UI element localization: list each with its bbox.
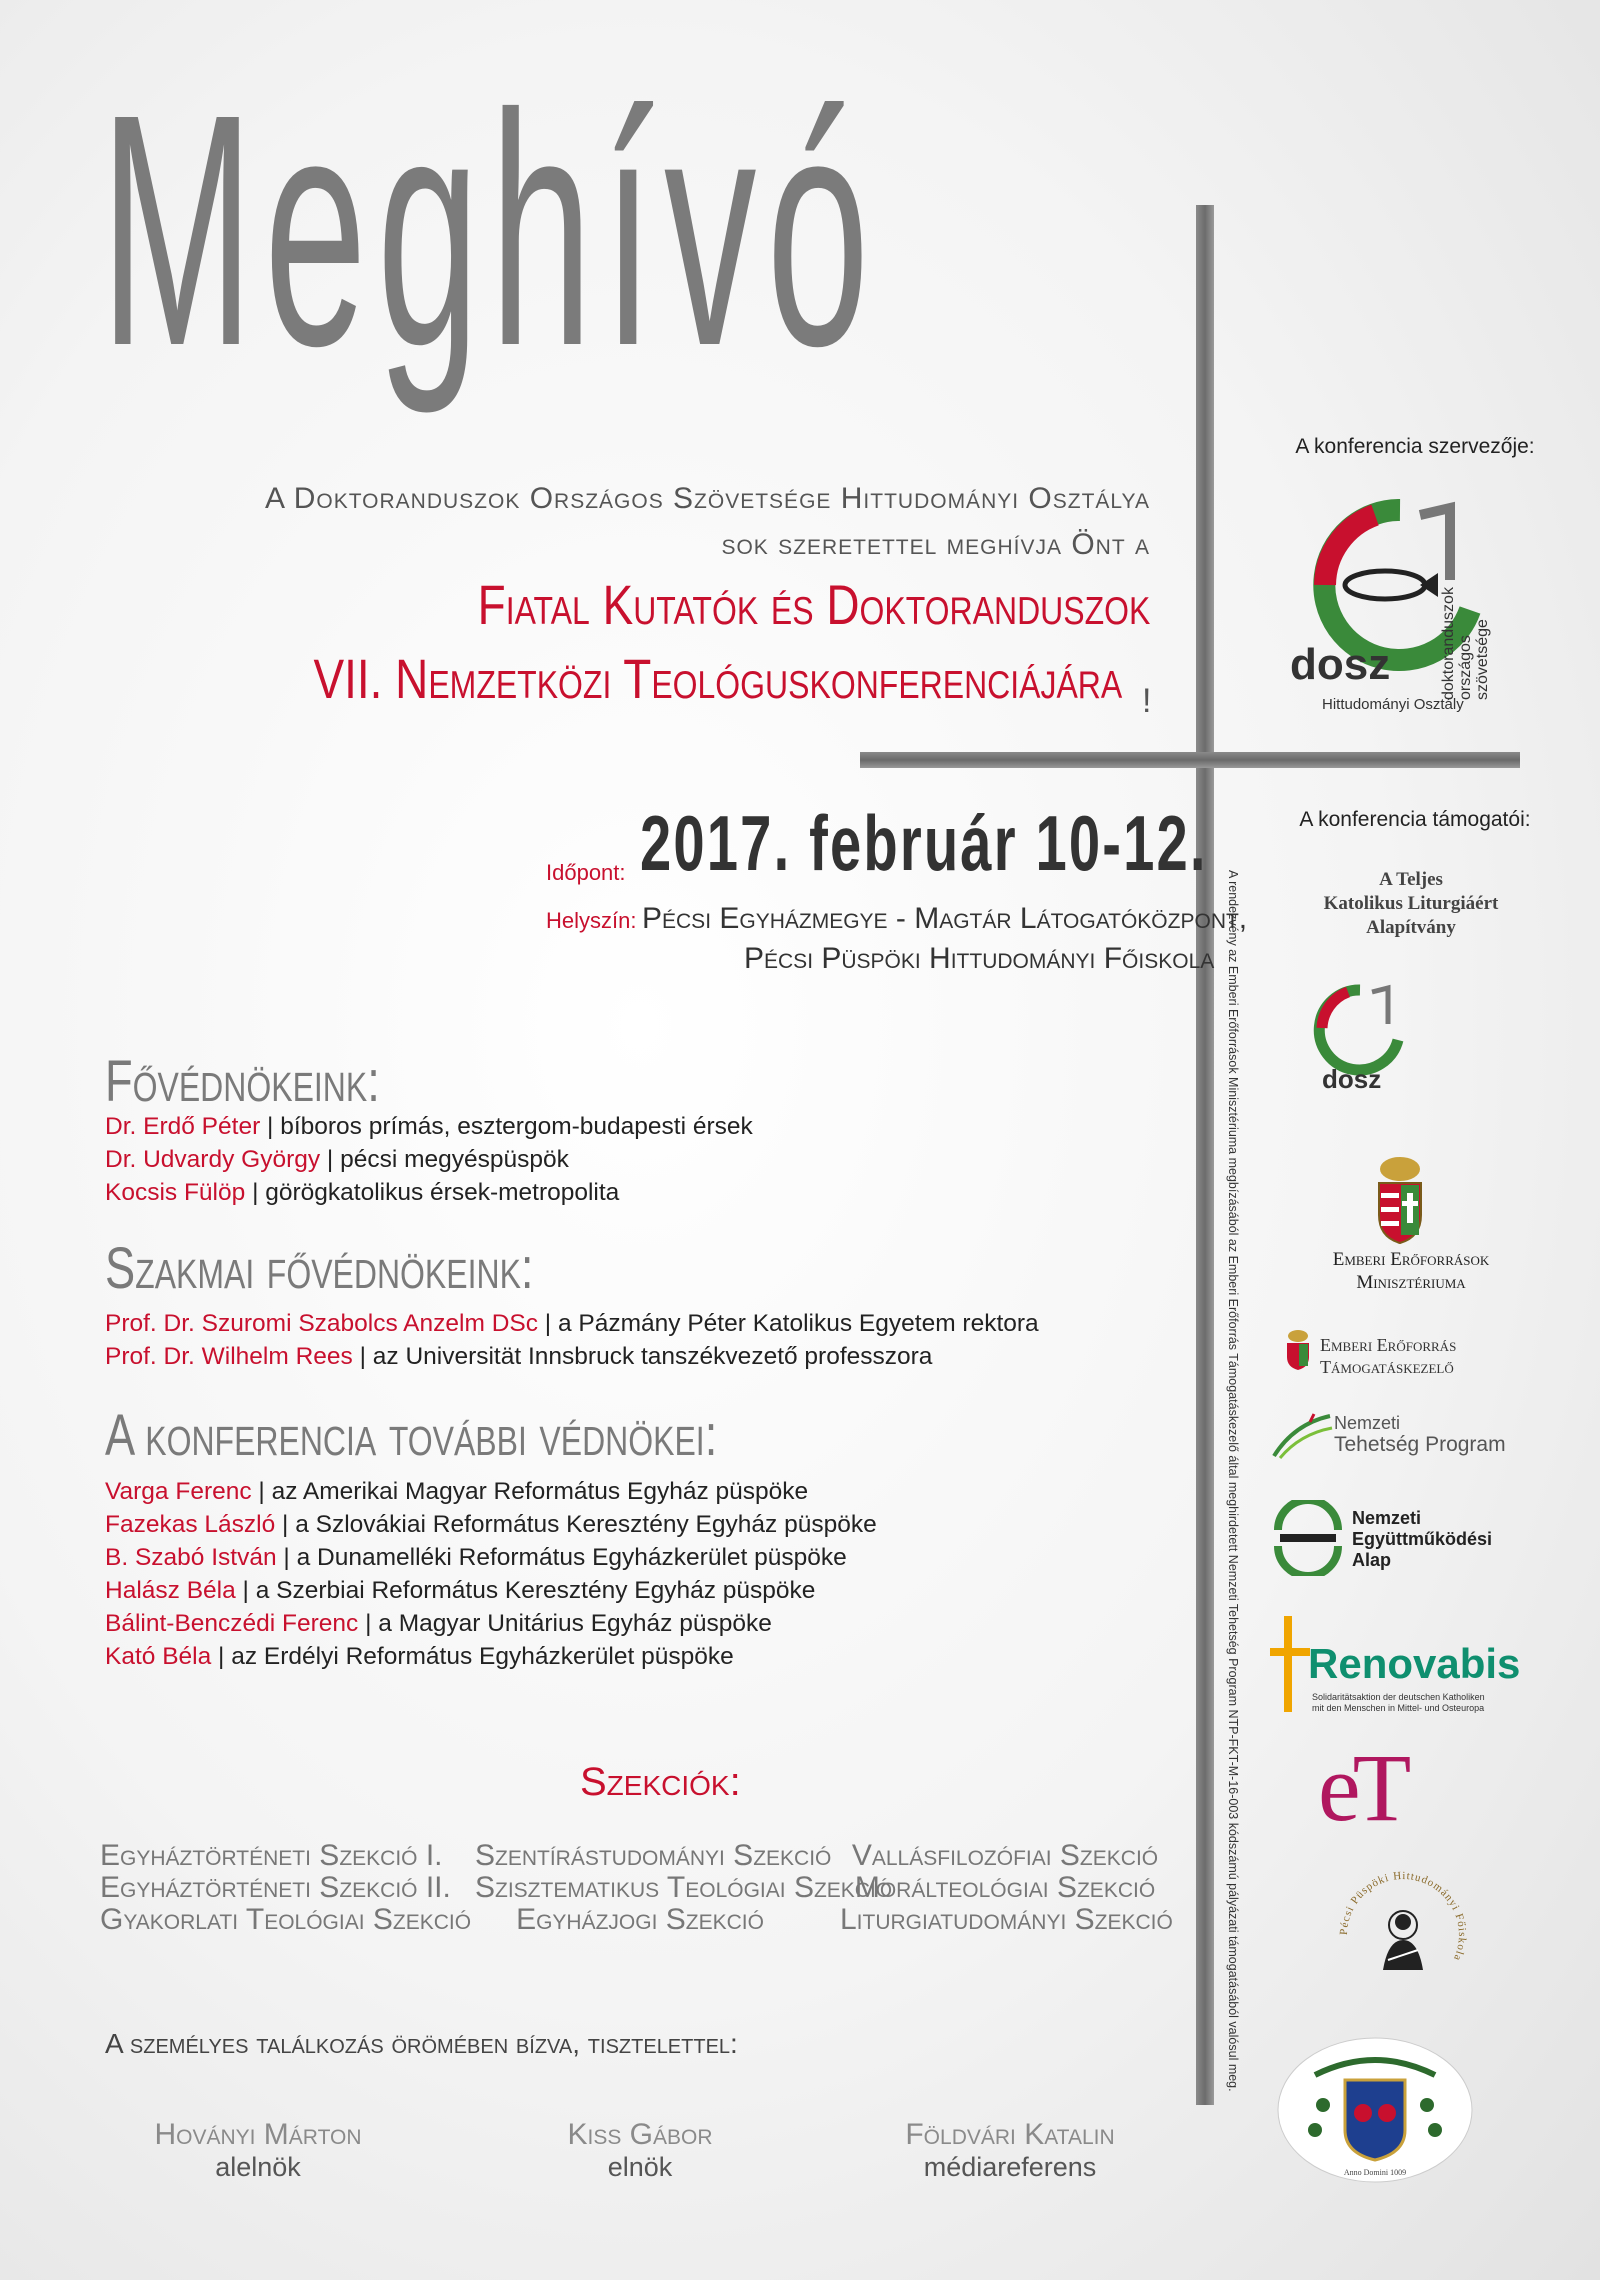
diocese-crest	[1275, 2035, 1475, 2185]
dosz-subtitle: Hittudományi Osztály	[1322, 696, 1464, 713]
venue-line-1: Pécsi Egyházmegye - Magtár Látogatóközpont,	[642, 902, 1248, 935]
dosz-word: szövetsége	[1474, 619, 1491, 700]
diocese-crest-icon	[1275, 2035, 1475, 2185]
diocese-crest-text: Anno Domini 1009	[1343, 2168, 1407, 2177]
section-item: Gyakorlati Teológiai Szekció	[100, 1903, 472, 1936]
section-item: Egyháztörténeti Szekció II.	[100, 1871, 451, 1904]
renovabis-sub-line: mit den Menschen in Mittel- und Osteuropa	[1312, 1703, 1485, 1713]
event-date: 2017. február 10-12.	[640, 799, 1208, 887]
funding-note	[1226, 870, 1250, 2092]
emet-crest-icon	[1285, 1330, 1311, 1370]
section-item: Egyházjogi Szekció	[516, 1903, 764, 1936]
list-item: Halász Béla | a Szerbiai Református Keresztény Egyház püspöke	[105, 1577, 816, 1604]
ntp-line: Tehetség Program	[1334, 1433, 1506, 1456]
hungarian-coat-of-arms-icon	[1373, 1155, 1427, 1245]
nea-logo-text	[1352, 1508, 1492, 1571]
college-seal-ring-text: Pécsi Püspöki Hittudományi Főiskola	[1338, 1870, 1468, 1964]
signature-role: elnök	[607, 2152, 673, 2182]
headline-2: VII. Nemzetközi Teológuskonferenciájára	[313, 647, 1122, 710]
list-item: Bálint-Benczédi Ferenc | a Magyar Unitárius Egyház püspöke	[105, 1610, 772, 1637]
section-item: Szisztematikus Teológiai Szekció	[475, 1871, 893, 1904]
foundation-line: Katolikus Liturgiáért	[1323, 893, 1499, 914]
et-logo: eT	[1318, 1734, 1404, 1841]
list-item: Dr. Erdő Péter | bíboros prímás, esztergom-budapesti érsek	[105, 1113, 753, 1140]
venue-line-2: Pécsi Püspöki Hittudományi Főiskola	[744, 942, 1215, 975]
dosz-word: doktoranduszok	[1440, 587, 1457, 700]
list-item: Kocsis Fülöp | görögkatolikus érsek-metropolita	[105, 1179, 620, 1206]
signature-role: médiareferens	[923, 2152, 1097, 2182]
section-item: Vallásfilozófiai Szekció	[851, 1839, 1159, 1872]
emmi-line: Minisztériuma	[1356, 1272, 1466, 1293]
dosz-small-wordmark: dosz	[1322, 1064, 1382, 1094]
signature-name: Földvári Katalin	[905, 2118, 1115, 2151]
page-title: Meghívó	[100, 45, 880, 414]
renovabis-wordmark: Renovabis	[1308, 1640, 1521, 1687]
foundation-logo	[1236, 868, 1586, 940]
patrons-list	[105, 1110, 753, 1209]
section-item: Egyháztörténeti Szekció I.	[100, 1839, 443, 1872]
dosz-small-logo	[1300, 980, 1500, 1100]
prof-patrons-list	[105, 1307, 1039, 1373]
dosz-wordmark: dosz	[1290, 640, 1391, 689]
college-seal-icon	[1338, 1870, 1468, 2000]
list-item: Kató Béla | az Erdélyi Református Egyházkerület püspöke	[105, 1643, 734, 1670]
nea-line: Nemzeti	[1352, 1508, 1422, 1528]
ntp-logo-text	[1334, 1412, 1506, 1456]
section-item: Morálteológiai Szekció	[854, 1871, 1156, 1904]
nea-line: Együttműködési	[1352, 1529, 1493, 1549]
other-patrons-list	[105, 1475, 877, 1673]
section-item: Liturgiatudományi Szekció	[840, 1903, 1173, 1936]
nea-line: Alap	[1352, 1550, 1392, 1570]
section-item: Szentírástudományi Szekció	[475, 1839, 832, 1872]
cross-horizontal-bar	[860, 752, 1520, 768]
signature-name: Kiss Gábor	[567, 2118, 713, 2151]
signature	[128, 2118, 388, 2183]
other-patrons-heading: A konferencia további védnökei:	[105, 1403, 718, 1468]
headline-1: Fiatal Kutatók és Doktoranduszok	[477, 573, 1150, 636]
emet-logo-text	[1320, 1334, 1456, 1378]
emet-line: Emberi Erőforrás	[1320, 1335, 1457, 1355]
cross-vertical-bar	[1196, 205, 1214, 2105]
nea-logo-icon	[1270, 1500, 1346, 1576]
list-item: Varga Ferenc | az Amerikai Magyar Református Egyház püspöke	[105, 1478, 809, 1505]
prof-patrons-heading: Szakmai fővédnökeink:	[105, 1236, 534, 1301]
organizer-label: A konferencia szervezője:	[1295, 435, 1535, 458]
signature	[880, 2118, 1140, 2183]
signature-name: Hoványi Márton	[154, 2118, 362, 2151]
foundation-line: A Teljes	[1379, 869, 1443, 890]
renovabis-subtitle	[1312, 1692, 1485, 1714]
renovabis-sub-line: Solidaritätsaktion der deutschen Katholiken	[1312, 1692, 1485, 1702]
emet-line: Támogatáskezelő	[1320, 1357, 1454, 1377]
headline-exclamation: !	[1142, 682, 1152, 720]
funding-note-text: A rendezvény az Emberi Erőforrások Minisztériuma megbízásából az Emberi Erőforrás Támogatáskezelő által meghirdetett Nemzeti Tehetség Program NTP-FKT-M-16-003 kódszámú pályázati támogatásából valósul meg.	[1226, 870, 1240, 2092]
sections-column-1	[100, 1839, 472, 1936]
patrons-heading: Fővédnökeink:	[105, 1049, 380, 1114]
list-item: Fazekas László | a Szlovákiai Református Keresztény Egyház püspöke	[105, 1511, 877, 1538]
sections-heading: Szekciók:	[580, 1760, 741, 1804]
signature	[510, 2118, 770, 2183]
ntp-swoosh-icon	[1270, 1412, 1336, 1462]
list-item: Dr. Udvardy György | pécsi megyéspüspök	[105, 1146, 569, 1173]
sections-column-3	[840, 1839, 1173, 1936]
list-item: B. Szabó István | a Dunamelléki Református Egyházkerület püspöke	[105, 1544, 847, 1571]
date-label: Időpont:	[546, 860, 626, 885]
supporters-label: A konferencia támogatói:	[1299, 808, 1531, 831]
emmi-logo	[1236, 1248, 1586, 1294]
list-item: Prof. Dr. Szuromi Szabolcs Anzelm DSc | a Pázmány Péter Katolikus Egyetem rektora	[105, 1310, 1039, 1337]
sections-column-2	[475, 1839, 893, 1936]
list-item: Prof. Dr. Wilhelm Rees | az Universität Innsbruck tanszékvezető professzora	[105, 1343, 933, 1370]
intro-line-1: A Doktoranduszok Országos Szövetsége Hittudományi Osztálya	[265, 482, 1150, 515]
venue-label: Helyszín:	[546, 908, 637, 933]
renovabis-cross-icon	[1270, 1616, 1310, 1712]
college-seal	[1338, 1870, 1468, 2000]
signature-role: alelnök	[215, 2152, 301, 2182]
emmi-line: Emberi Erőforrások	[1332, 1249, 1490, 1270]
dosz-vertical-words	[1440, 560, 1491, 700]
intro-line-2: sok szeretettel meghívja Önt a	[721, 528, 1150, 561]
foundation-line: Alapítvány	[1366, 917, 1456, 938]
ntp-line: Nemzeti	[1334, 1413, 1401, 1433]
dosz-word: országos	[1457, 635, 1474, 700]
closing-line: A személyes találkozás örömében bízva, tisztelettel:	[105, 2028, 738, 2059]
